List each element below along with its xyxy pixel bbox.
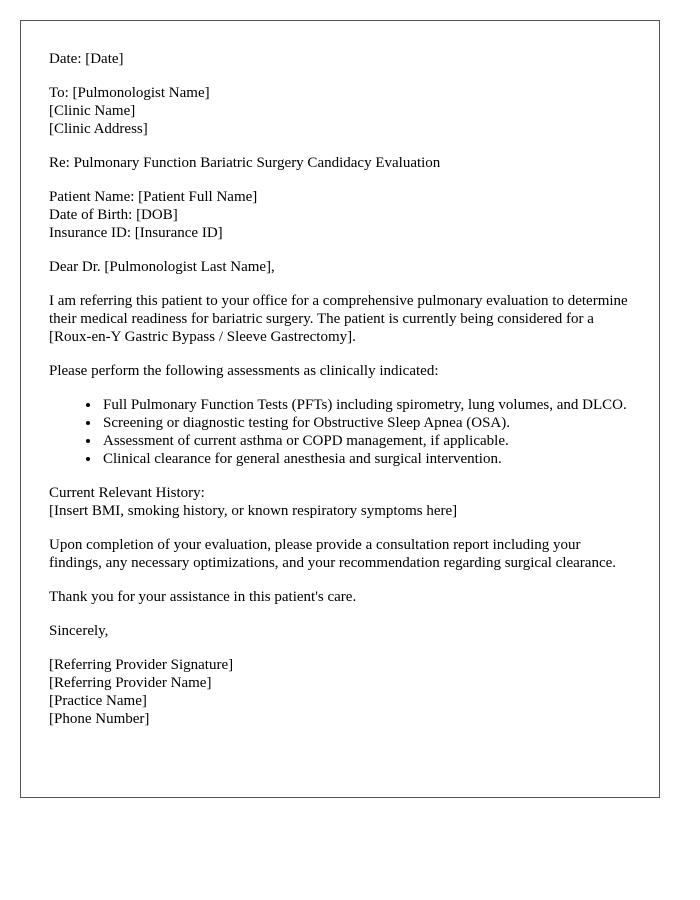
history-label: Current Relevant History: (49, 485, 205, 501)
date-line: Date: [Date] (49, 51, 124, 67)
signature-block (49, 656, 631, 728)
list-item: • Full Pulmonary Function Tests (PFTs) including spirometry, lung volumes, and DLCO. (101, 396, 631, 414)
referral-letter (20, 20, 660, 798)
provider-name: [Referring Provider Name] (49, 675, 212, 691)
patient-insurance: Insurance ID: [Insurance ID] (49, 225, 223, 241)
assessments-list (49, 396, 631, 468)
recipient-clinic-name: [Clinic Name] (49, 103, 136, 119)
list-item: • Assessment of current asthma or COPD management, if applicable. (101, 432, 631, 450)
assessments-intro: Please perform the following assessments as clinically indicated: (49, 363, 439, 379)
history-block (49, 484, 631, 520)
list-item: • Screening or diagnostic testing for Obstructive Sleep Apnea (OSA). (101, 414, 631, 432)
subject-line: Re: Pulmonary Function Bariatric Surgery Candidacy Evaluation (49, 155, 441, 171)
closing-line: Sincerely, (49, 623, 109, 639)
recipient-clinic-address: [Clinic Address] (49, 121, 148, 137)
thanks-line: Thank you for your assistance in this patient's care. (49, 589, 357, 605)
patient-block (49, 188, 631, 242)
patient-dob: Date of Birth: [DOB] (49, 207, 178, 223)
history-value: [Insert BMI, smoking history, or known respiratory symptoms here] (49, 503, 458, 519)
recipient-block (49, 84, 631, 138)
signature-line: [Referring Provider Signature] (49, 657, 234, 673)
practice-name: [Practice Name] (49, 693, 147, 709)
patient-name: Patient Name: [Patient Full Name] (49, 189, 258, 205)
request-paragraph: Upon completion of your evaluation, please provide a consultation report including your findings, any necessary optimizations, and your recommendation regarding surgical clearance. (49, 537, 617, 571)
salutation: Dear Dr. [Pulmonologist Last Name], (49, 259, 275, 275)
intro-paragraph: I am referring this patient to your office for a comprehensive pulmonary evaluation to determine their medical readiness for bariatric surgery. The patient is currently being considered for a [Roux-en-Y Gastric Bypass / Sleeve Gastrectomy]. (49, 293, 628, 345)
list-item: • Clinical clearance for general anesthesia and surgical intervention. (101, 450, 631, 468)
recipient-to: To: [Pulmonologist Name] (49, 85, 210, 101)
phone-number: [Phone Number] (49, 711, 150, 727)
